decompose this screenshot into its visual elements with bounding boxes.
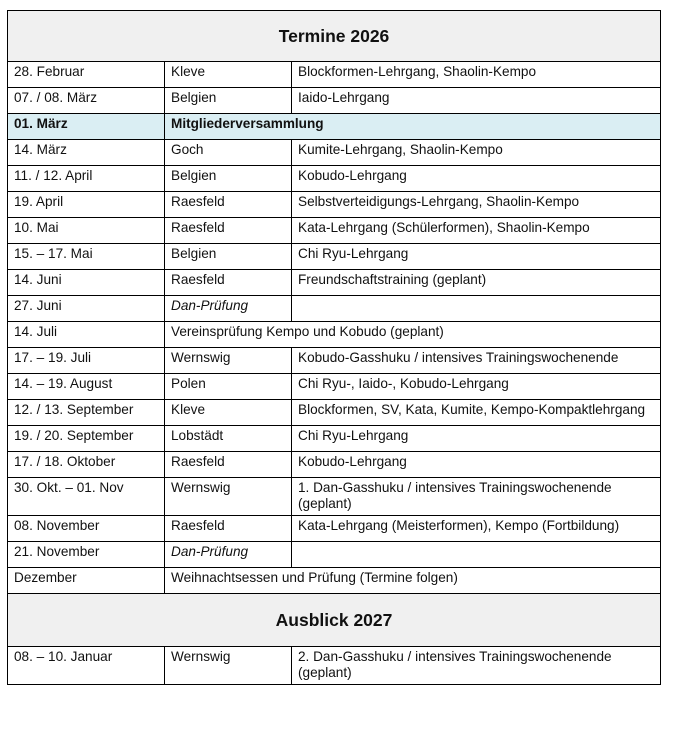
date-cell: 21. November xyxy=(8,542,165,568)
table-row xyxy=(8,140,661,166)
date-cell: 15. – 17. Mai xyxy=(8,244,165,270)
event-cell: 2. Dan-Gasshuku / intensives Trainingswochenende (geplant) xyxy=(292,647,661,685)
location-cell: Raesfeld xyxy=(165,192,292,218)
event-cell xyxy=(292,542,661,568)
event-cell: Blockformen, SV, Kata, Kumite, Kempo-Kompaktlehrgang xyxy=(292,400,661,426)
location-cell: Raesfeld xyxy=(165,516,292,542)
section-title-2027: Ausblick 2027 xyxy=(8,594,661,647)
event-cell: Kumite-Lehrgang, Shaolin-Kempo xyxy=(292,140,661,166)
location-cell: Lobstädt xyxy=(165,426,292,452)
date-cell: 10. Mai xyxy=(8,218,165,244)
date-cell: 19. April xyxy=(8,192,165,218)
location-cell: Wernswig xyxy=(165,647,292,685)
location-cell: Polen xyxy=(165,374,292,400)
description-cell: Mitgliederversammlung xyxy=(165,114,661,140)
date-cell: 01. März xyxy=(8,114,165,140)
event-cell: Kata-Lehrgang (Schülerformen), Shaolin-Kempo xyxy=(292,218,661,244)
table-row xyxy=(8,478,661,516)
location-cell: Kleve xyxy=(165,62,292,88)
event-cell: Chi Ryu-Lehrgang xyxy=(292,244,661,270)
date-cell: 11. / 12. April xyxy=(8,166,165,192)
event-cell: Freundschaftstraining (geplant) xyxy=(292,270,661,296)
table-row xyxy=(8,192,661,218)
table-row xyxy=(8,244,661,270)
location-cell: Belgien xyxy=(165,244,292,270)
date-cell: 14. März xyxy=(8,140,165,166)
section-header-2026 xyxy=(8,11,661,62)
highlighted-row xyxy=(8,114,661,140)
location-cell: Belgien xyxy=(165,166,292,192)
table-row xyxy=(8,348,661,374)
table-row xyxy=(8,568,661,594)
table-row xyxy=(8,322,661,348)
date-cell: 07. / 08. März xyxy=(8,88,165,114)
date-cell: Dezember xyxy=(8,568,165,594)
event-cell: Kobudo-Gasshuku / intensives Trainingswochenende xyxy=(292,348,661,374)
date-cell: 14. Juni xyxy=(8,270,165,296)
event-cell xyxy=(292,296,661,322)
table-row xyxy=(8,516,661,542)
table-row xyxy=(8,62,661,88)
date-cell: 30. Okt. – 01. Nov xyxy=(8,478,165,516)
event-cell: 1. Dan-Gasshuku / intensives Trainingswochenende (geplant) xyxy=(292,478,661,516)
description-cell: Vereinsprüfung Kempo und Kobudo (geplant) xyxy=(165,322,661,348)
event-cell: Blockformen-Lehrgang, Shaolin-Kempo xyxy=(292,62,661,88)
schedule-body xyxy=(8,11,661,685)
location-cell: Dan-Prüfung xyxy=(165,296,292,322)
date-cell: 17. / 18. Oktober xyxy=(8,452,165,478)
date-cell: 19. / 20. September xyxy=(8,426,165,452)
location-cell: Raesfeld xyxy=(165,270,292,296)
event-cell: Kata-Lehrgang (Meisterformen), Kempo (Fortbildung) xyxy=(292,516,661,542)
location-cell: Wernswig xyxy=(165,478,292,516)
event-cell: Selbstverteidigungs-Lehrgang, Shaolin-Kempo xyxy=(292,192,661,218)
date-cell: 14. – 19. August xyxy=(8,374,165,400)
location-cell: Dan-Prüfung xyxy=(165,542,292,568)
table-row xyxy=(8,218,661,244)
event-cell: Chi Ryu-, Iaido-, Kobudo-Lehrgang xyxy=(292,374,661,400)
event-cell: Kobudo-Lehrgang xyxy=(292,452,661,478)
date-cell: 28. Februar xyxy=(8,62,165,88)
date-cell: 08. November xyxy=(8,516,165,542)
table-row xyxy=(8,542,661,568)
table-row xyxy=(8,374,661,400)
section-header-2027 xyxy=(8,594,661,647)
location-cell: Raesfeld xyxy=(165,452,292,478)
schedule-table xyxy=(7,10,661,685)
event-cell: Kobudo-Lehrgang xyxy=(292,166,661,192)
table-row xyxy=(8,647,661,685)
date-cell: 17. – 19. Juli xyxy=(8,348,165,374)
table-row xyxy=(8,452,661,478)
table-row xyxy=(8,296,661,322)
location-cell: Wernswig xyxy=(165,348,292,374)
section-title-2026: Termine 2026 xyxy=(8,11,661,62)
table-row xyxy=(8,270,661,296)
table-row xyxy=(8,88,661,114)
event-cell: Iaido-Lehrgang xyxy=(292,88,661,114)
description-cell: Weihnachtsessen und Prüfung (Termine folgen) xyxy=(165,568,661,594)
table-row xyxy=(8,166,661,192)
location-cell: Kleve xyxy=(165,400,292,426)
date-cell: 08. – 10. Januar xyxy=(8,647,165,685)
table-row xyxy=(8,426,661,452)
location-cell: Belgien xyxy=(165,88,292,114)
date-cell: 14. Juli xyxy=(8,322,165,348)
location-cell: Raesfeld xyxy=(165,218,292,244)
table-row xyxy=(8,400,661,426)
event-cell: Chi Ryu-Lehrgang xyxy=(292,426,661,452)
date-cell: 12. / 13. September xyxy=(8,400,165,426)
date-cell: 27. Juni xyxy=(8,296,165,322)
location-cell: Goch xyxy=(165,140,292,166)
